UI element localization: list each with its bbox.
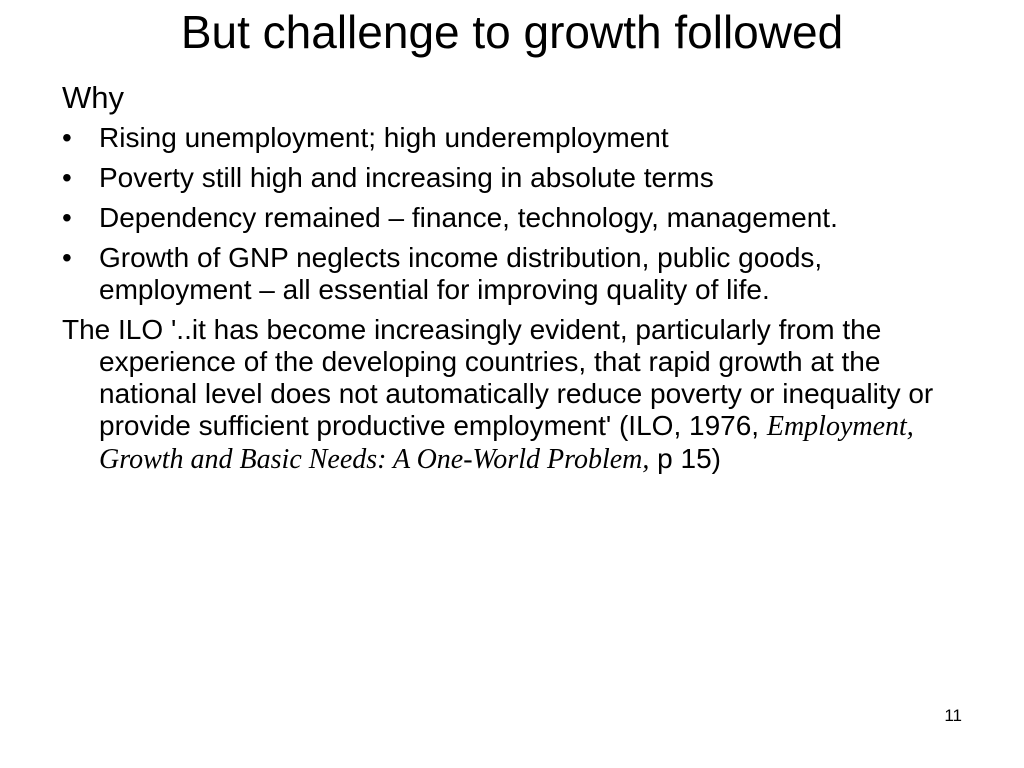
slide-number: 11 xyxy=(944,706,962,725)
bullet-icon: • xyxy=(62,202,72,233)
bullet-text: Rising unemployment; high underemployment xyxy=(99,122,669,153)
bullet-icon: • xyxy=(62,162,72,193)
ilo-quote-paragraph xyxy=(62,314,952,476)
bullet-text: Dependency remained – finance, technology, management. xyxy=(99,202,838,233)
list-item xyxy=(62,122,952,154)
slide-title: But challenge to growth followed xyxy=(180,6,844,58)
subheading: Why xyxy=(62,80,124,115)
bullet-text: Growth of GNP neglects income distribution, public goods, employment – all essential for improving quality of life. xyxy=(99,242,823,305)
list-item xyxy=(62,202,952,234)
slide-body xyxy=(62,78,952,476)
list-item xyxy=(62,162,952,194)
bullet-list xyxy=(62,122,952,306)
ilo-quote-text: The ILO '..it has become increasingly evident, particularly from the experience of the developing countries, that rapid growth at the national level does not automatically reduce poverty or inequality or provide sufficient productive employment' (ILO, 1976, xyxy=(62,314,934,441)
bullet-icon: • xyxy=(62,122,72,153)
page-reference: p 15) xyxy=(649,443,721,474)
book-title: Employment, Growth and Basic Needs: A One-World Problem, xyxy=(99,411,914,475)
bullet-icon: • xyxy=(62,242,72,273)
list-item xyxy=(62,242,952,306)
bullet-text: Poverty still high and increasing in absolute terms xyxy=(99,162,714,193)
